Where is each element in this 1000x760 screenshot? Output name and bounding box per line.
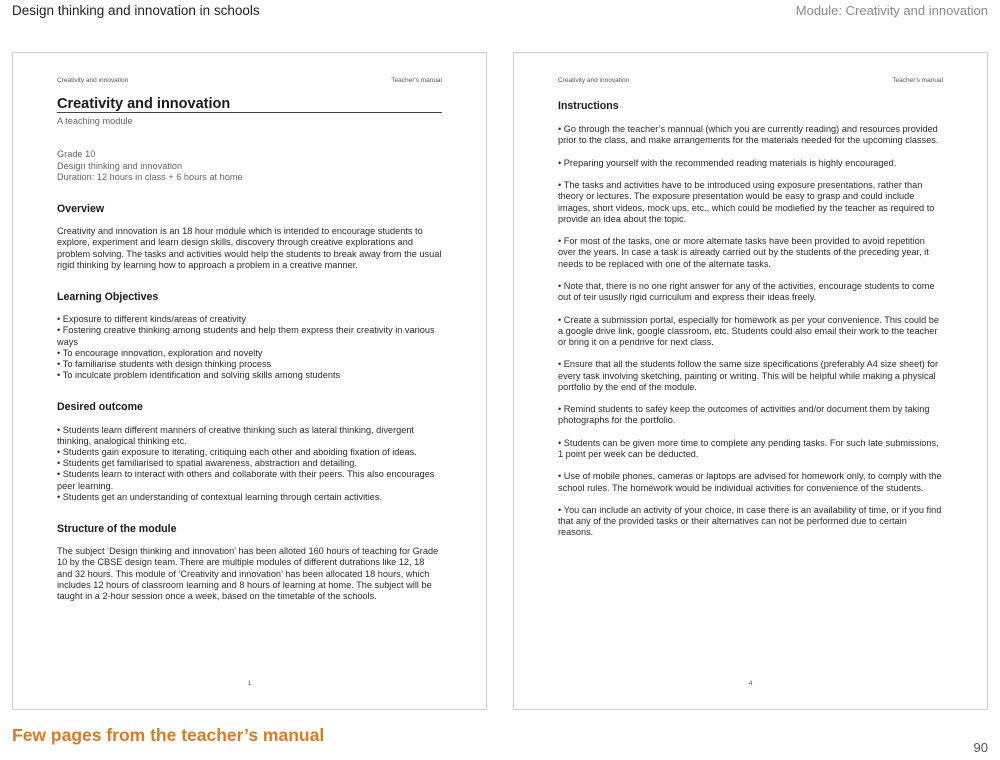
- list-item: • Remind students to safey keep the outcomes of activities and/or document them by taking photographs for the portfolio.: [558, 404, 943, 426]
- list-item: • Fostering creative thinking among students and help them express their creativity in various ways: [57, 325, 442, 347]
- list-item: • The tasks and activities have to be introduced using exposure presentations, rather than theory or lectures. The exposure presentation would be easy to grasp and could include images, short videos, mock ups, etc., which could be modiefied by the teacher as required to provide an idea about the topic.: [558, 180, 943, 225]
- list-item: • Students learn different manners of creative thinking such as lateral thinking, divergent thinking, analogical thinking etc.: [57, 425, 442, 447]
- page-number: 4: [748, 680, 753, 687]
- instructions-heading: Instructions: [558, 100, 619, 112]
- objectives-heading: Learning Objectives: [57, 291, 159, 304]
- module-meta: [57, 149, 442, 183]
- list-item: • For most of the tasks, one or more alternate tasks have been provided to avoid repetition over the years. In case a task is already carried out by the students of the preceding year, it needs to be replaced with one of the alternate tasks.: [558, 236, 943, 270]
- list-item: • Students can be given more time to complete any pending tasks. For such late submissions, 1 point per week can be deducted.: [558, 438, 943, 460]
- list-item: • To inculcate problem identification and solving skills among students: [57, 370, 442, 381]
- structure-text: The subject ‘Design thinking and innovation’ has been alloted 160 hours of teaching for Grade 10 by the CBSE design team. There are multiple modules of different dutrations like 12, 18 and 32 hours. This module of ‘Creativity and innovation’ has been allocated 18 hours, which includes 12 hours of classroom learning and 8 hours of learning at home. The subject will be taught in a 2-hour session once a week, based on the timetable of the schools.: [57, 546, 439, 602]
- duration-line: Duration: 12 hours in class + 6 hours at home: [57, 171, 243, 182]
- running-head-right: Teacher's manual: [391, 77, 442, 84]
- outcome-heading: Desired outcome: [57, 401, 143, 414]
- list-item: • Create a submission portal, especially for homework as per your convenience. This could be a google drive link, google classroom, etc. Students could also email their work to the teacher or bring it on a pendrive for next class.: [558, 315, 943, 349]
- right-page-content: [558, 97, 943, 550]
- page-number: 1: [247, 680, 252, 687]
- running-head: [57, 77, 442, 84]
- list-item: • Students get an understanding of contextual learning through certain activities.: [57, 492, 442, 503]
- overview-heading: Overview: [57, 203, 105, 216]
- module-title: Creativity and innovation: [57, 99, 442, 113]
- running-head-left: Creativity and innovation: [558, 77, 630, 84]
- list-item: • To encourage innovation, exploration and novelty: [57, 348, 442, 359]
- module-label: Module: Creativity and innovation: [795, 3, 988, 18]
- list-item: • You can include an activity of your choice, in case there is an availability of time, or if you find that any of the provided tasks or their alternatives can not be performed due to certain reasons.: [558, 505, 943, 539]
- grade-line: Grade 10: [57, 149, 96, 160]
- folio-number: 90: [973, 740, 988, 755]
- list-item: • Use of mobile phones, cameras or laptops are advised for homework only, to comply with the school rules. The homework would be individual activities for convenience of the students.: [558, 471, 943, 493]
- structure-heading: Structure of the module: [57, 523, 177, 536]
- list-item: • Students learn to interact with others and collaborate with their peers. This also encourages peer learning.: [57, 469, 442, 491]
- manual-page-left: [12, 52, 487, 710]
- objectives-list: [57, 314, 442, 381]
- left-page-content: [57, 97, 442, 602]
- list-item: • Note that, there is no one right answer for any of the activities, encourage students to come out of teir ususlly rigid curriculum and express their ideas freely.: [558, 281, 943, 303]
- subject-line: Design thinking and innovation: [57, 160, 183, 171]
- instructions-list: [558, 124, 943, 538]
- list-item: • Students gain exposure to iterating, critiquing each other and aboiding fixation of ideas.: [57, 447, 442, 458]
- running-head-right: Teacher's manual: [892, 77, 943, 84]
- list-item: • Ensure that all the students follow the same size specifications (preferably A4 size sheet) for every task involving sketching, painting or writing. This will be helpful while making a physical portfolio by the end of the module.: [558, 359, 943, 393]
- manual-page-right: [513, 52, 988, 710]
- list-item: • Exposure to different kinds/areas of creativity: [57, 314, 442, 325]
- running-head: [558, 77, 943, 84]
- list-item: • To familiarise students with design thinking process: [57, 359, 442, 370]
- overview-text: Creativity and innovation is an 18 hour module which is intended to encourage students to explore, experiment and learn design skills, discovery through creative explorations and problem solving. The tasks and activities would help the students to break away from the usual rigid thinking by learning how to approach a problem in a creative manner.: [57, 226, 442, 270]
- list-item: • Go through the teacher’s mannual (which you are currently reading) and resources provided prior to the class, and make arrangements for the materials needed for the upcoming classes.: [558, 124, 943, 146]
- document-title: Design thinking and innovation in schools: [12, 3, 260, 18]
- running-head-left: Creativity and innovation: [57, 77, 129, 84]
- outcome-list: [57, 425, 442, 503]
- list-item: • Students get familiarised to spatial awareness, abstraction and detailing.: [57, 458, 442, 469]
- module-subtitle: A teaching module: [57, 116, 133, 127]
- list-item: • Preparing yourself with the recommended reading materials is highly encouraged.: [558, 158, 943, 169]
- figure-caption: Few pages from the teacher’s manual: [12, 725, 325, 745]
